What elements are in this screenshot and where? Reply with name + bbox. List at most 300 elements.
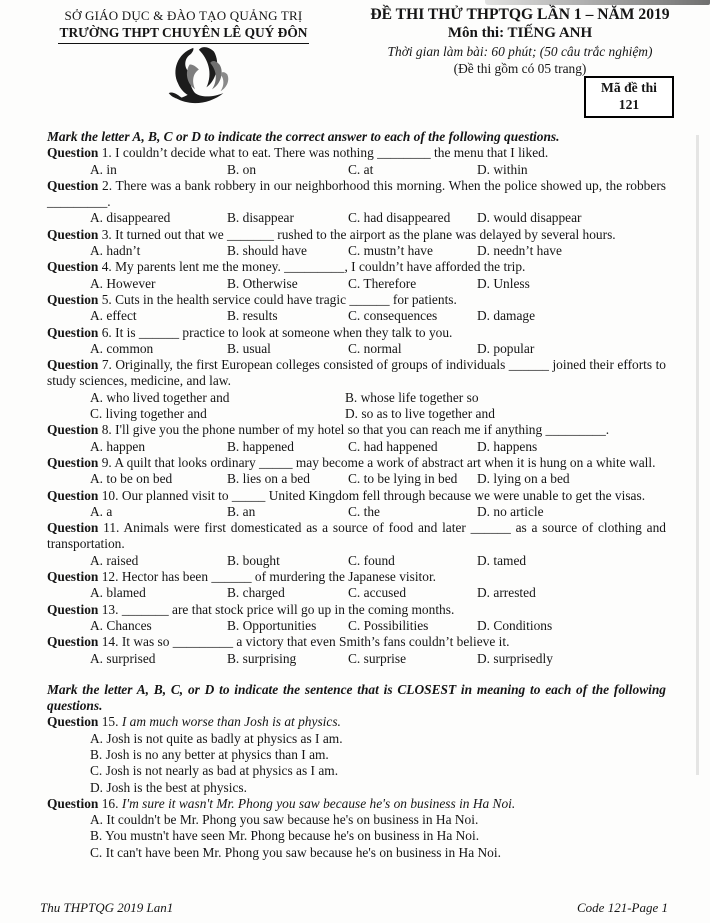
question-text: [47, 455, 666, 471]
question-text: [47, 520, 666, 553]
option-letter: D.: [477, 650, 491, 666]
option-text: Possibilities: [363, 617, 429, 633]
page-header: [0, 6, 710, 128]
option-A: [90, 162, 227, 178]
question-word: Question: [47, 226, 99, 242]
option-A: [90, 276, 227, 292]
question-text: [47, 357, 666, 390]
option-letter: A.: [90, 585, 104, 601]
option-letter: A.: [90, 340, 104, 356]
options-group: [47, 585, 666, 601]
question-7: [47, 357, 666, 422]
question-word: Question: [47, 601, 99, 617]
option-letter: A.: [90, 210, 104, 226]
option-letter: C.: [348, 438, 361, 454]
option-letter: D.: [477, 243, 491, 259]
option-text: results: [242, 308, 278, 324]
option-A: [90, 390, 345, 406]
question-text: [47, 569, 666, 585]
option-letter: C.: [348, 503, 361, 519]
school-logo: [35, 45, 332, 116]
options-group: [47, 471, 666, 487]
question-text: [47, 714, 666, 730]
question-text: [47, 178, 666, 211]
question-stem: _______ are that stock price will go up in the coming months.: [121, 601, 455, 617]
option-C: [348, 210, 477, 226]
option-text: needn’t have: [493, 243, 562, 259]
option-B: [345, 390, 666, 406]
option-text: Conditions: [493, 617, 553, 633]
option-B: [227, 308, 348, 324]
option-text: whose life together so: [360, 389, 479, 405]
question-word: Question: [47, 634, 99, 650]
option-letter: A.: [90, 617, 104, 633]
option-text: no article: [493, 503, 544, 519]
option-text: Otherwise: [242, 275, 298, 291]
option-letter: B.: [227, 503, 240, 519]
option-letter: A.: [90, 503, 104, 519]
option-letter: B.: [227, 210, 240, 226]
option-letter: D.: [477, 552, 491, 568]
question-number: 3.: [101, 226, 112, 242]
question-11: [47, 520, 666, 569]
option-letter: B.: [227, 552, 240, 568]
question-14: [47, 634, 666, 667]
option-D: [477, 585, 666, 601]
question-word: Question: [47, 569, 99, 585]
option-letter: B.: [345, 389, 358, 405]
question-word: Question: [47, 357, 99, 373]
question-number: 16.: [101, 795, 119, 811]
option-letter: C.: [90, 844, 103, 860]
question-text: [47, 796, 666, 812]
options-group: [47, 553, 666, 569]
question-number: 2.: [102, 177, 113, 193]
option-text: Chances: [106, 617, 152, 633]
option-B: [227, 471, 348, 487]
question-word: Question: [47, 259, 99, 275]
scan-artifact-edge: [696, 135, 699, 775]
option-text: bought: [242, 552, 280, 568]
question-stem: It was so _________ a victory that even Smith’s fans couldn’t believe it.: [121, 634, 510, 650]
option-letter: A.: [90, 243, 104, 259]
question-stem: Animals were first domesticated as a source of food and later ______ as a source of clothing and transportation.: [47, 520, 666, 552]
option-letter: C.: [348, 552, 361, 568]
option-letter: A.: [90, 471, 104, 487]
option-text: surprised: [106, 650, 156, 666]
option-D: [477, 504, 666, 520]
option-A: [47, 812, 666, 828]
option-letter: C.: [348, 275, 361, 291]
issuer-block: [35, 8, 332, 116]
question-text: [47, 145, 666, 161]
question-stem: I couldn’t decide what to eat. There was nothing ________ the menu that I liked.: [115, 145, 549, 161]
footer-page-code: Code 121-Page 1: [577, 900, 668, 915]
option-B: [227, 210, 348, 226]
option-C: [348, 276, 477, 292]
option-letter: B.: [90, 746, 103, 762]
option-text: disappeared: [106, 210, 171, 226]
section-instruction: Mark the letter A, B, C or D to indicate the correct answer to each of the following questions.: [47, 129, 560, 144]
option-letter: B.: [227, 617, 240, 633]
option-text: tamed: [493, 552, 527, 568]
option-text: mustn’t have: [363, 243, 433, 259]
option-B: [227, 162, 348, 178]
question-number: 10.: [101, 487, 119, 503]
option-text: surprise: [363, 650, 407, 666]
option-text: Josh is the best at physics.: [106, 779, 247, 795]
option-text: It can't have been Mr. Phong you saw because he's on business in Ha Noi.: [105, 844, 501, 860]
question-16: [47, 796, 666, 861]
question-text: [47, 488, 666, 504]
option-text: happened: [242, 438, 294, 454]
option-C: [348, 504, 477, 520]
option-A: [90, 471, 227, 487]
option-letter: A.: [90, 161, 104, 177]
option-letter: C.: [90, 406, 103, 422]
option-B: [227, 243, 348, 259]
page-footer: [40, 900, 668, 916]
option-A: [90, 651, 227, 667]
option-B: [227, 439, 348, 455]
option-text: Therefore: [363, 275, 417, 291]
section-instruction: Mark the letter A, B, C, or D to indicate the sentence that is CLOSEST in meaning to each of the following questions.: [47, 681, 666, 714]
option-B: [227, 276, 348, 292]
option-D: [477, 243, 666, 259]
option-letter: C.: [348, 617, 361, 633]
option-text: popular: [493, 340, 535, 356]
question-15: [47, 714, 666, 795]
question-number: 14.: [101, 634, 119, 650]
question-text: [47, 422, 666, 438]
option-text: to be on bed: [106, 471, 173, 487]
option-D: [345, 406, 666, 422]
exam-title: ĐỀ THI THỬ THPTQG LẦN 1 – NĂM 2019: [370, 6, 670, 23]
exam-title-block: [336, 6, 704, 77]
option-D: [477, 162, 666, 178]
question-number: 8.: [101, 422, 112, 438]
option-text: normal: [363, 340, 402, 356]
option-letter: B.: [227, 161, 240, 177]
option-A: [90, 210, 227, 226]
options-group: [47, 390, 666, 423]
school-name: TRƯỜNG THPT CHUYÊN LÊ QUÝ ĐÔN: [58, 25, 310, 44]
option-letter: D.: [477, 161, 491, 177]
option-A: [90, 439, 227, 455]
question-word: Question: [47, 177, 99, 193]
option-text: would disappear: [493, 210, 582, 226]
option-letter: A.: [90, 730, 104, 746]
option-C: [348, 651, 477, 667]
option-letter: B.: [227, 650, 240, 666]
exam-code-box: [584, 76, 674, 118]
option-C: [348, 162, 477, 178]
question-stem: Originally, the first European colleges consisted of groups of individuals ______ joined their efforts to study sciences, medicine, and law.: [47, 357, 666, 389]
option-letter: D.: [477, 340, 491, 356]
option-text: surprising: [242, 650, 297, 666]
option-letter: B.: [227, 585, 240, 601]
option-letter: B.: [227, 438, 240, 454]
question-10: [47, 488, 666, 521]
option-letter: D.: [477, 585, 491, 601]
question-1: [47, 145, 666, 178]
option-letter: C.: [348, 585, 361, 601]
option-letter: A.: [90, 650, 104, 666]
option-letter: B.: [227, 308, 240, 324]
option-text: in: [106, 161, 117, 177]
question-stem: It turned out that we _______ rushed to the airport as the plane was delayed by several hours.: [115, 226, 616, 242]
exam-code-value: 121: [618, 97, 640, 112]
option-A: [90, 308, 227, 324]
question-text: [47, 259, 666, 275]
question-word: Question: [47, 714, 99, 730]
option-text: raised: [106, 552, 139, 568]
question-word: Question: [47, 487, 99, 503]
option-A: [47, 731, 666, 747]
question-number: 11.: [103, 520, 120, 536]
option-text: found: [363, 552, 395, 568]
question-word: Question: [47, 291, 99, 307]
option-text: Josh is not quite as badly at physics as I am.: [106, 730, 343, 746]
option-letter: B.: [227, 471, 240, 487]
option-text: lies on a bed: [242, 471, 310, 487]
option-text: a: [106, 503, 113, 519]
option-letter: D.: [477, 471, 491, 487]
swan-logo-icon: [149, 45, 245, 111]
option-text: hadn’t: [106, 243, 141, 259]
question-number: 6.: [101, 324, 112, 340]
option-C: [348, 439, 477, 455]
options-group: [47, 162, 666, 178]
footer-exam-name: Thu THPTQG 2019 Lan1: [40, 900, 174, 915]
option-C: [348, 471, 477, 487]
options-group: [47, 439, 666, 455]
option-C: [348, 585, 477, 601]
option-letter: C.: [348, 243, 361, 259]
option-letter: C.: [348, 308, 361, 324]
option-B: [227, 585, 348, 601]
option-D: [477, 553, 666, 569]
question-number: 4.: [101, 259, 112, 275]
option-C: [47, 763, 666, 779]
option-text: common: [106, 340, 154, 356]
question-8: [47, 422, 666, 455]
option-text: disappear: [242, 210, 294, 226]
question-13: [47, 602, 666, 635]
option-D: [477, 341, 666, 357]
option-text: It couldn't be Mr. Phong you saw because he's on business in Ha Noi.: [106, 812, 479, 828]
option-text: within: [493, 161, 528, 177]
option-text: Unless: [493, 275, 530, 291]
question-text: [47, 227, 666, 243]
question-word: Question: [47, 422, 99, 438]
option-C: [90, 406, 345, 422]
option-text: lying on a bed: [493, 471, 570, 487]
option-letter: D.: [477, 308, 491, 324]
option-D: [477, 651, 666, 667]
option-text: to be lying in bed: [363, 471, 458, 487]
options-group: [47, 276, 666, 292]
option-letter: D.: [477, 275, 491, 291]
option-A: [90, 553, 227, 569]
question-stem: My parents lent me the money. _________, I couldn’t have afforded the trip.: [115, 259, 526, 275]
question-stem: It is ______ practice to look at someone when they talk to you.: [115, 324, 453, 340]
question-text: [47, 292, 666, 308]
question-word: Question: [47, 454, 99, 470]
option-text: surprisedly: [493, 650, 553, 666]
option-text: should have: [242, 243, 307, 259]
exam-body: [47, 129, 666, 861]
option-text: on: [242, 161, 257, 177]
option-letter: C.: [348, 161, 361, 177]
option-letter: B.: [90, 828, 103, 844]
option-text: happens: [493, 438, 538, 454]
question-text: [47, 602, 666, 618]
option-D: [47, 780, 666, 796]
question-word: Question: [47, 145, 99, 161]
question-text: [47, 634, 666, 650]
option-text: accused: [363, 585, 407, 601]
option-letter: C.: [348, 340, 361, 356]
option-text: so as to live together and: [361, 406, 495, 422]
question-4: [47, 259, 666, 292]
option-text: usual: [242, 340, 271, 356]
exam-code-label: Mã đề thi: [601, 80, 657, 95]
option-B: [227, 341, 348, 357]
option-letter: B.: [227, 340, 240, 356]
question-stem: Hector has been ______ of murdering the Japanese visitor.: [121, 569, 437, 585]
option-letter: C.: [90, 763, 103, 779]
question-stem: I'm sure it wasn't Mr. Phong you saw because he's on business in Ha Noi.: [121, 795, 516, 811]
question-number: 15.: [101, 714, 119, 730]
section-2: [47, 682, 666, 861]
question-3: [47, 227, 666, 260]
options-group: [47, 618, 666, 634]
question-number: 13.: [101, 601, 119, 617]
option-text: arrested: [493, 585, 536, 601]
question-stem: There was a bank robbery in our neighborhood this morning. When the police showed up, the robbers _________.: [47, 177, 666, 210]
option-letter: D.: [477, 210, 491, 226]
option-letter: A.: [90, 812, 104, 828]
question-word: Question: [47, 520, 99, 536]
option-D: [477, 210, 666, 226]
option-D: [477, 618, 666, 634]
option-text: You mustn't have seen Mr. Phong because he's on business in Ha Noi.: [105, 828, 480, 844]
option-letter: B.: [227, 275, 240, 291]
question-stem: I am much worse than Josh is at physics.: [121, 714, 341, 730]
question-word: Question: [47, 324, 99, 340]
option-letter: A.: [90, 552, 104, 568]
options-group: [47, 210, 666, 226]
option-letter: A.: [90, 275, 104, 291]
scan-artifact-top: [485, 0, 710, 5]
option-B: [227, 651, 348, 667]
question-number: 9.: [101, 454, 112, 470]
exam-pages-note: (Đề thi gồm có 05 trang): [453, 61, 587, 76]
option-B: [227, 553, 348, 569]
exam-duration: Thời gian làm bài: 60 phút; (50 câu trắc nghiệm): [387, 44, 653, 59]
question-stem: Our planned visit to _____ United Kingdom fell through because we were unable to get the visas.: [121, 487, 646, 503]
option-text: damage: [493, 308, 536, 324]
option-text: the: [363, 503, 380, 519]
question-word: Question: [47, 795, 99, 811]
option-text: had disappeared: [363, 210, 451, 226]
option-letter: D.: [345, 406, 359, 422]
option-C: [348, 553, 477, 569]
option-text: had happened: [363, 438, 438, 454]
options-group: [47, 731, 666, 796]
option-letter: A.: [90, 308, 104, 324]
option-letter: D.: [477, 617, 491, 633]
question-stem: I'll give you the phone number of my hotel so that you can reach me if anything _________.: [115, 422, 610, 438]
option-C: [348, 618, 477, 634]
option-text: an: [242, 503, 256, 519]
option-D: [477, 308, 666, 324]
option-D: [477, 439, 666, 455]
question-12: [47, 569, 666, 602]
option-C: [348, 243, 477, 259]
question-5: [47, 292, 666, 325]
options-group: [47, 504, 666, 520]
option-text: Opportunities: [242, 617, 317, 633]
option-letter: A.: [90, 389, 104, 405]
department-name: SỞ GIÁO DỤC & ĐÀO TẠO QUẢNG TRỊ: [64, 8, 303, 23]
option-B: [227, 618, 348, 634]
option-C: [47, 845, 666, 861]
question-number: 7.: [101, 357, 112, 373]
option-text: charged: [242, 585, 285, 601]
option-C: [348, 308, 477, 324]
option-text: Josh is not nearly as bad at physics as I am.: [105, 763, 339, 779]
exam-subject: Môn thi: TIẾNG ANH: [447, 25, 593, 41]
option-text: However: [106, 275, 156, 291]
question-6: [47, 325, 666, 358]
option-B: [227, 504, 348, 520]
option-text: at: [363, 161, 374, 177]
option-C: [348, 341, 477, 357]
question-stem: Cuts in the health service could have tragic ______ for patients.: [115, 291, 457, 307]
question-9: [47, 455, 666, 488]
option-D: [477, 471, 666, 487]
option-letter: C.: [348, 210, 361, 226]
question-number: 1.: [101, 145, 112, 161]
option-text: living together and: [105, 406, 207, 422]
option-A: [90, 504, 227, 520]
options-group: [47, 243, 666, 259]
option-letter: C.: [348, 650, 361, 666]
option-text: effect: [106, 308, 137, 324]
options-group: [47, 341, 666, 357]
question-text: [47, 325, 666, 341]
option-text: consequences: [363, 308, 438, 324]
option-text: Josh is no any better at physics than I am.: [105, 746, 329, 762]
question-number: 5.: [101, 291, 112, 307]
option-B: [47, 747, 666, 763]
option-A: [90, 618, 227, 634]
question-2: [47, 178, 666, 227]
option-A: [90, 243, 227, 259]
question-stem: A quilt that looks ordinary _____ may become a work of abstract art when it is hung on a white wall.: [114, 454, 656, 470]
options-group: [47, 812, 666, 861]
option-letter: A.: [90, 438, 104, 454]
option-letter: D.: [477, 503, 491, 519]
option-letter: D.: [477, 438, 491, 454]
option-text: happen: [106, 438, 146, 454]
option-A: [90, 341, 227, 357]
option-B: [47, 828, 666, 844]
option-text: blamed: [106, 585, 146, 601]
option-D: [477, 276, 666, 292]
